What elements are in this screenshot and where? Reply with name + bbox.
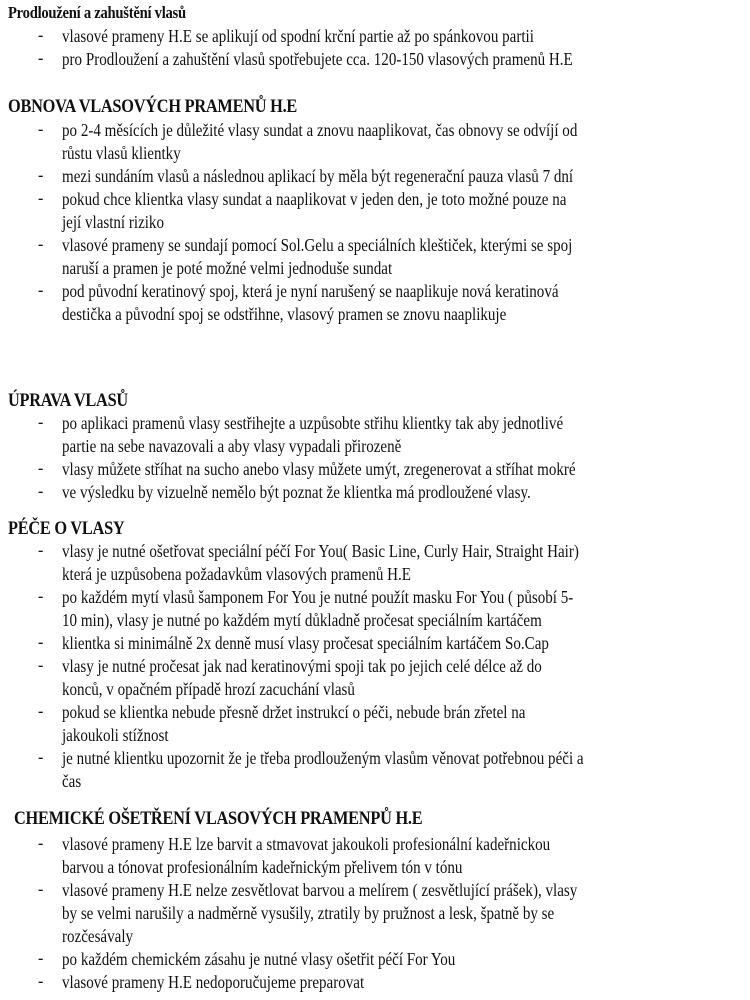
list-item-line: růstu vlasů klientky: [62, 143, 181, 163]
section-heading: ÚPRAVA VLASŮ: [8, 390, 128, 411]
list-item-line: destička a původní spoj se odstřihne, vlasový pramen se znovu naaplikuje: [62, 304, 507, 324]
section-heading: PÉČE O VLASY: [8, 518, 125, 539]
bullet: -: [38, 27, 44, 44]
list-item-line: 10 min), vlasy je nutné po každém mytí důkladně pročesat speciálním kartáčem: [62, 610, 542, 630]
list-item-line: pro Prodloužení a zahuštění vlasů spotřebujete cca. 120-150 vlasových pramenů H.E: [62, 49, 573, 69]
bullet: -: [38, 167, 44, 184]
bullet: -: [38, 483, 44, 500]
list-item-line: její vlastní riziko: [62, 212, 164, 232]
bullet: -: [38, 190, 44, 207]
list-item-line: klientka si minimálně 2x denně musí vlasy pročesat speciálním kartáčem So.Cap: [62, 633, 549, 653]
list-item-line: vlasy můžete stříhat na sucho anebo vlasy můžete umýt, zregenerovat a stříhat mokré: [62, 459, 576, 479]
list-item-line: vlasové prameny H.E nedoporučujeme preparovat: [62, 972, 365, 992]
list-item-line: po aplikaci pramenů vlasy sestřihejte a uzpůsobte střihu klientky tak aby jednotlivé: [62, 413, 564, 433]
list-item-line: konců, v opačném případě hrozí zacuchání vlasů: [62, 679, 355, 699]
bullet: -: [38, 236, 44, 253]
bullet: -: [38, 50, 44, 67]
bullet: -: [38, 121, 44, 138]
bullet: -: [38, 973, 44, 990]
list-item-line: vlasové prameny se sundají pomocí Sol.Gelu a speciálních kleštiček, kterými se spoj: [62, 235, 573, 255]
section-heading: Prodloužení a zahuštění vlasů: [8, 3, 186, 22]
bullet: -: [38, 749, 44, 766]
list-item-line: pokud se klientka nebude přesně držet instrukcí o péči, nebude brán zřetel na: [62, 702, 526, 722]
list-item-line: je nutné klientku upozornit že je třeba prodlouženým vlasům věnovat potřebnou péči a: [62, 748, 584, 768]
list-item-line: jakoukoli stížnost: [62, 725, 169, 745]
list-item-line: čas: [62, 771, 82, 791]
list-item-line: vlasy je nutné ošetřovat speciální péčí For You( Basic Line, Curly Hair, Straight Hair): [62, 541, 579, 561]
bullet: -: [38, 703, 44, 720]
list-item-line: po každém mytí vlasů šamponem For You je nutné použít masku For You ( působí 5-: [62, 587, 574, 607]
list-item-line: vlasové prameny H.E se aplikují od spodní krční partie až po spánkovou partii: [62, 26, 534, 46]
list-item-line: vlasové prameny H.E nelze zesvětlovat barvou a melírem ( zesvětlující prášek), vlasy: [62, 880, 578, 900]
bullet: -: [38, 460, 44, 477]
list-item-line: která je uzpůsobena požadavkům vlasových pramenů H.E: [62, 564, 411, 584]
bullet: -: [38, 542, 44, 559]
list-item-line: mezi sundáním vlasů a následnou aplikací by měla být regenerační pauza vlasů 7 dní: [62, 166, 574, 186]
list-item-line: ve výsledku by vizuelně nemělo být poznat že klientka má prodloužené vlasy.: [62, 482, 531, 502]
list-item-line: partie na sebe navazovali a aby vlasy vypadali přirozeně: [62, 436, 402, 456]
list-item-line: by se velmi narušily a nadměrně vysušily, ztratily by pružnost a lesk, špatně by se: [62, 903, 555, 923]
bullet: -: [38, 414, 44, 431]
list-item-line: po každém chemickém zásahu je nutné vlasy ošetřit péčí For You: [62, 949, 456, 969]
list-item-line: pod původní keratinový spoj, která je nyní narušený se naaplikuje nová keratinová: [62, 281, 559, 301]
list-item-line: rozčesávaly: [62, 926, 134, 946]
section-heading: CHEMICKÉ OŠETŘENÍ VLASOVÝCH PRAMENPŮ H.E: [14, 808, 423, 829]
bullet: -: [38, 657, 44, 674]
list-item-line: pokud chce klientka vlasy sundat a naaplikovat v jeden den, je toto možné pouze na: [62, 189, 567, 209]
bullet: -: [38, 282, 44, 299]
bullet: -: [38, 835, 44, 852]
section-heading: OBNOVA VLASOVÝCH PRAMENŮ H.E: [8, 96, 298, 117]
bullet: -: [38, 881, 44, 898]
bullet: -: [38, 950, 44, 967]
list-item-line: po 2-4 měsících je důležité vlasy sundat a znovu naaplikovat, čas obnovy se odvíjí od: [62, 120, 578, 140]
list-item-line: naruší a pramen je poté možné velmi jednoduše sundat: [62, 258, 393, 278]
list-item-line: vlasy je nutné pročesat jak nad keratinovými spoji tak po jejich celé délce až do: [62, 656, 542, 676]
bullet: -: [38, 634, 44, 651]
bullet: -: [38, 588, 44, 605]
list-item-line: vlasové prameny H.E lze barvit a stmavovat jakoukoli profesionální kadeřnickou: [62, 834, 551, 854]
list-item-line: barvou a tónovat profesionálním kadeřnickým přelivem tón v tónu: [62, 857, 463, 877]
